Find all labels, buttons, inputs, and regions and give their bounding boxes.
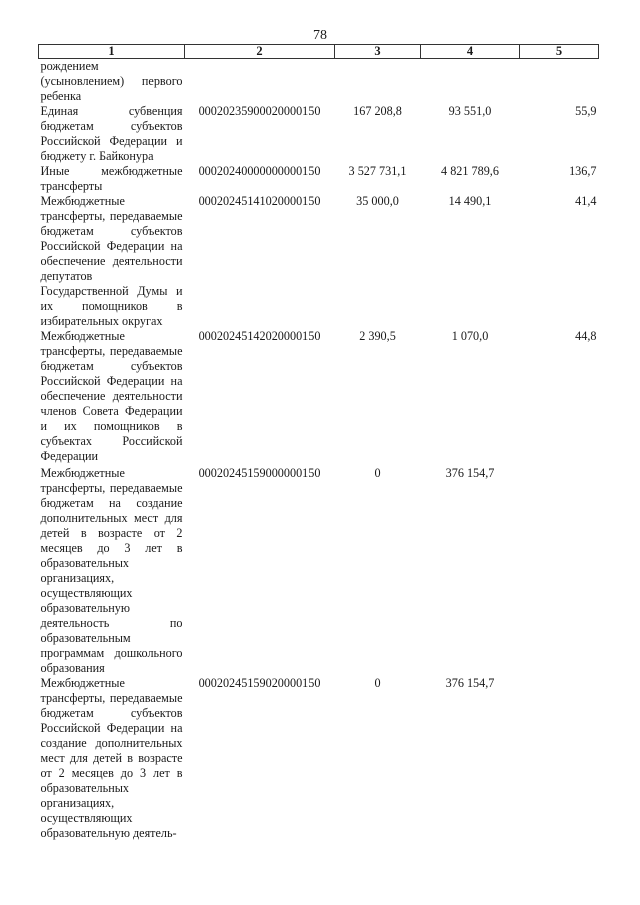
table-row bbox=[39, 59, 599, 105]
header-col-5: 5 bbox=[520, 45, 599, 59]
row-code: 00020240000000000150 bbox=[198, 164, 321, 178]
row-col4: 4 821 789,6 bbox=[441, 164, 499, 178]
row-col5: 136,7 bbox=[569, 164, 597, 178]
row-col3: 3 527 731,1 bbox=[348, 164, 407, 178]
row-col5 bbox=[520, 466, 599, 676]
header-col-4: 4 bbox=[421, 45, 520, 59]
row-col4: 376 154,7 bbox=[445, 466, 495, 480]
row-col4: 93 551,0 bbox=[448, 104, 492, 118]
row-col4: 14 490,1 bbox=[448, 194, 492, 208]
row-col4 bbox=[421, 59, 520, 105]
budget-table bbox=[38, 44, 599, 841]
table-row bbox=[39, 329, 599, 466]
table-row bbox=[39, 466, 599, 676]
row-name: Межбюджетные трансферты, передаваемые бюджетам субъектов Российской Федерации на обеспечение деятельности членов Совета Федерации и их помощников в субъектах Российской Федерации bbox=[40, 329, 183, 463]
row-col3 bbox=[335, 59, 421, 105]
row-col3: 0 bbox=[374, 466, 381, 480]
row-name: Межбюджетные трансферты, передаваемые бюджетам субъектов Российской Федерации на создание дополнительных мест для детей в возрасте от 2 месяцев до 3 лет в образовательных организациях, осуществляющих образовательную деятель- bbox=[40, 676, 183, 840]
row-col5: 55,9 bbox=[575, 104, 597, 118]
table-row bbox=[39, 164, 599, 194]
table-row bbox=[39, 676, 599, 841]
row-name: Единая субвенция бюджетам субъектов Российской Федерации и бюджету г. Байконура bbox=[40, 104, 183, 163]
row-col3: 2 390,5 bbox=[359, 329, 396, 343]
row-code: 00020235900020000150 bbox=[198, 104, 321, 118]
row-code bbox=[185, 59, 335, 105]
header-col-3: 3 bbox=[335, 45, 421, 59]
table-row bbox=[39, 194, 599, 329]
row-col4: 376 154,7 bbox=[445, 676, 495, 690]
row-col3: 0 bbox=[374, 676, 381, 690]
header-row bbox=[39, 45, 599, 59]
table-row bbox=[39, 104, 599, 164]
row-code: 00020245142020000150 bbox=[198, 329, 321, 343]
row-col5: 44,8 bbox=[575, 329, 597, 343]
row-name: Межбюджетные трансферты, передаваемые бюджетам субъектов Российской Федерации на обеспечение деятельности депутатов Государственной Думы и их помощников в избирательных округах bbox=[40, 194, 183, 328]
row-code: 00020245141020000150 bbox=[198, 194, 321, 208]
page-number: 78 bbox=[313, 28, 327, 43]
header-col-1: 1 bbox=[39, 45, 185, 59]
row-code: 00020245159020000150 bbox=[198, 676, 321, 690]
row-name: рождением (усыновлением) первого ребенка bbox=[40, 59, 183, 103]
row-col3: 35 000,0 bbox=[356, 194, 399, 208]
row-col5 bbox=[520, 59, 599, 105]
row-col3: 167 208,8 bbox=[353, 104, 402, 118]
row-col4: 1 070,0 bbox=[451, 329, 489, 343]
row-name: Иные межбюджетные трансферты bbox=[40, 164, 183, 193]
row-col5: 41,4 bbox=[575, 194, 597, 208]
header-col-2: 2 bbox=[185, 45, 335, 59]
table-header bbox=[39, 45, 599, 59]
row-name: Межбюджетные трансферты, передаваемые бюджетам на создание дополнительных мест для детей в возрасте от 2 месяцев до 3 лет в образовательных организациях, осуществляющих образовательную деятельность по образовательным программам дошкольного образования bbox=[40, 466, 183, 675]
row-col5 bbox=[520, 676, 599, 841]
row-code: 00020245159000000150 bbox=[198, 466, 321, 480]
